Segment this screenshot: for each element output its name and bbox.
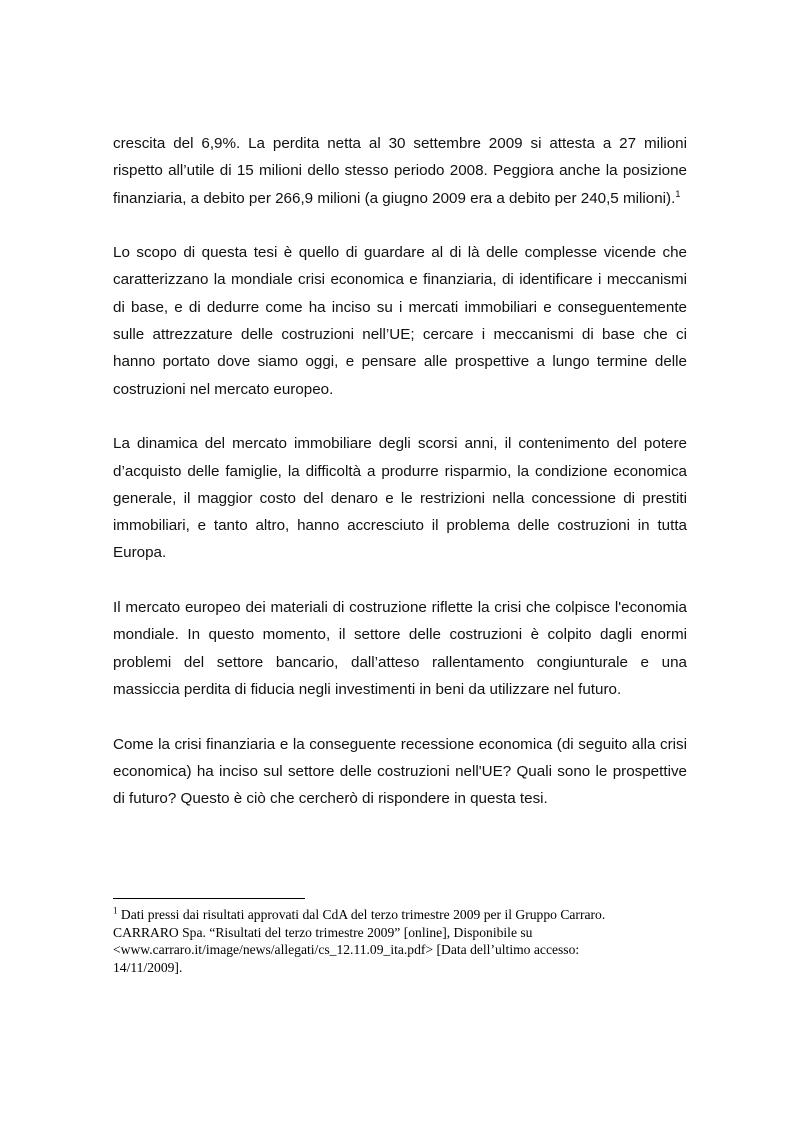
paragraph-2: Lo scopo di questa tesi è quello di guardare al di là delle complesse vicende che caratterizzano la mondiale crisi economica e finanziaria, di identificare i meccanismi di base, e di dedurre come ha inciso su i mercati immobiliari e conseguentemente sulle attrezzature delle costruzioni nell’UE; cercare i meccanismi di base che ci hanno portato dove siamo oggi, e pensare alle prospettive a lungo termine delle costruzioni nel mercato europeo. (113, 244, 687, 398)
paragraph-3: La dinamica del mercato immobiliare degli scorsi anni, il contenimento del potere d’acquisto delle famiglie, la difficoltà a produrre risparmio, la condizione economica generale, il maggior costo del denaro e le restrizioni nella concessione di prestiti immobiliari, e tanto altro, hanno accresciuto il problema delle costruzioni in tutta Europa. (113, 435, 687, 562)
paragraph-1 (113, 130, 687, 212)
footnote-number: 1 (113, 905, 118, 916)
body-text (113, 130, 687, 812)
footnote (113, 906, 633, 976)
footnote-text: Dati pressi dai risultati approvati dal CdA del terzo trimestre 2009 per il Gruppo Carraro. CARRARO Spa. “Risultati del terzo trimestre 2009” [online], Disponibile su <www.carraro.it/image/news/allegati/cs_12.11.09_ita.pdf> [Data dell’ultimo accesso: 14/11/2009]. (113, 907, 606, 975)
paragraph-4: Il mercato europeo dei materiali di costruzione riflette la crisi che colpisce l'economia mondiale. In questo momento, il settore delle costruzioni è colpito dagli enormi problemi del settore bancario, dall’atteso rallentamento congiunturale e una massiccia perdita di fiducia negli investimenti in beni da utilizzare nel futuro. (113, 599, 687, 698)
footnote-separator (113, 898, 305, 899)
paragraph-5: Come la crisi finanziaria e la conseguente recessione economica (di seguito alla crisi economica) ha inciso sul settore delle costruzioni nell'UE? Quali sono le prospettive di futuro? Questo è ciò che cercherò di rispondere in questa tesi. (113, 735, 687, 808)
paragraph-1-text: crescita del 6,9%. La perdita netta al 30 settembre 2009 si attesta a 27 milioni rispetto all’utile di 15 milioni dello stesso periodo 2008. Peggiora anche la posizione finanziaria, a debito per 266,9 milioni (a giugno 2009 era a debito per 240,5 milioni). (113, 135, 687, 207)
footnote-reference[interactable]: 1 (675, 188, 681, 200)
